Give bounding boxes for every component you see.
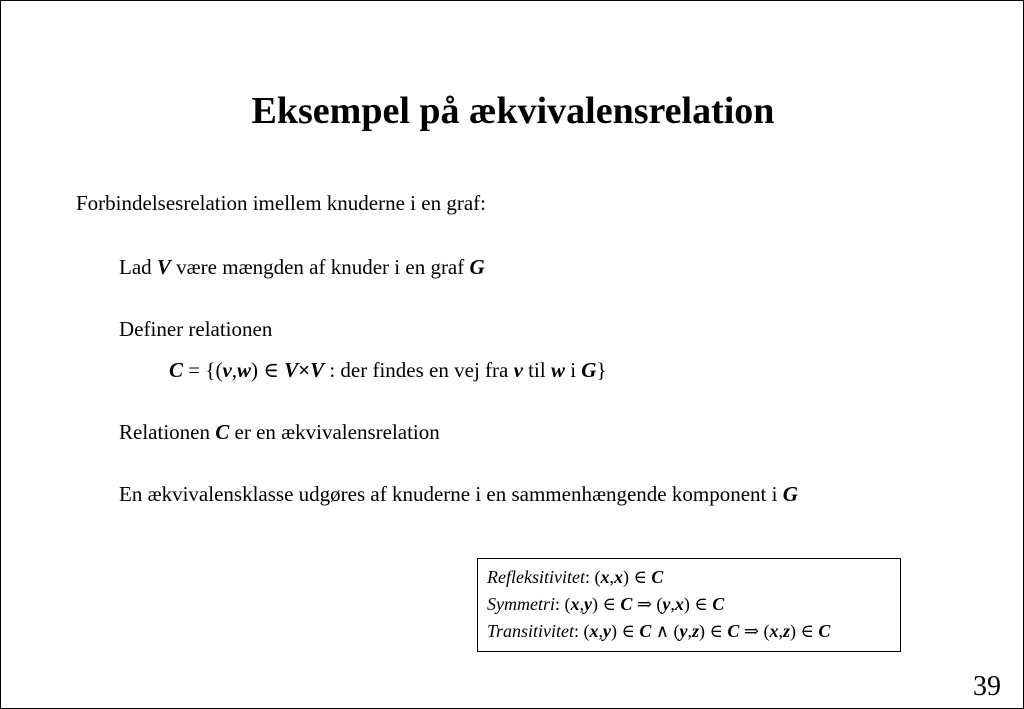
text: i xyxy=(564,358,582,382)
var-C: C xyxy=(620,594,633,614)
text: , xyxy=(687,621,693,641)
var-C: C xyxy=(651,567,664,587)
reflexivity-row xyxy=(487,564,900,591)
text: Lad xyxy=(119,255,157,279)
text: ) ∈ xyxy=(591,594,621,614)
text: ⇒ ( xyxy=(632,594,663,614)
text: , xyxy=(609,567,614,587)
text: ∧ ( xyxy=(651,621,680,641)
var-z: z xyxy=(782,621,790,641)
text: til xyxy=(522,358,551,382)
text: , xyxy=(231,358,238,382)
text: ) ∈ xyxy=(622,567,652,587)
text: , xyxy=(598,621,604,641)
intro-line: Forbindelsesrelation imellem knuderne i en graf: xyxy=(76,191,486,215)
property-label: Symmetri xyxy=(487,594,555,614)
var-G: G xyxy=(782,482,798,506)
var-x: x xyxy=(674,594,684,614)
var-z: z xyxy=(692,621,700,641)
var-C: C xyxy=(215,420,230,444)
var-x: x xyxy=(613,567,623,587)
var-G: G xyxy=(581,358,597,382)
var-x: x xyxy=(769,621,779,641)
text: være mængden af knuder i en graf xyxy=(170,255,470,279)
var-y: y xyxy=(679,621,688,641)
text: , xyxy=(579,594,584,614)
properties-box xyxy=(477,558,901,652)
text: : der findes en vej fra xyxy=(324,358,514,382)
var-x: x xyxy=(570,594,580,614)
var-V: V xyxy=(310,358,325,382)
text: ) ∈ xyxy=(699,621,728,641)
var-w: w xyxy=(550,358,565,382)
var-v: v xyxy=(222,358,232,382)
text: ⇒ ( xyxy=(739,621,770,641)
var-x: x xyxy=(600,567,610,587)
text: ) ∈ xyxy=(611,621,640,641)
text: En ækvivalensklasse udgøres af knuderne i en sammenhængende komponent i xyxy=(119,482,783,506)
var-v: v xyxy=(513,358,523,382)
var-C: C xyxy=(818,621,831,641)
text: ) ∈ xyxy=(251,358,285,382)
var-y: y xyxy=(662,594,671,614)
var-G: G xyxy=(469,255,485,279)
text: = {( xyxy=(183,358,223,382)
var-y: y xyxy=(603,621,612,641)
slide-title: Eksempel på ækvivalensrelation xyxy=(251,90,775,132)
text: : ( xyxy=(574,621,590,641)
page-number: 39 xyxy=(973,671,1001,702)
lad-line xyxy=(119,255,485,280)
var-V: V xyxy=(156,255,171,279)
text: , xyxy=(670,594,675,614)
text: er en ækvivalensrelation xyxy=(229,420,440,444)
symmetry-row xyxy=(487,591,900,618)
text: : ( xyxy=(584,567,601,587)
var-C: C xyxy=(169,358,184,382)
var-V: V xyxy=(284,358,299,382)
var-x: x xyxy=(589,621,599,641)
times-symbol: × xyxy=(298,358,311,382)
text: } xyxy=(596,358,607,382)
var-C: C xyxy=(727,621,740,641)
text: : ( xyxy=(554,594,571,614)
text: , xyxy=(778,621,783,641)
property-label: Transitivitet xyxy=(487,621,575,641)
text: Relationen xyxy=(119,420,216,444)
text: ) ∈ xyxy=(789,621,819,641)
definition-line xyxy=(169,358,607,383)
klasse-line xyxy=(119,482,798,507)
relation-line xyxy=(119,420,440,445)
transitivity-row xyxy=(487,618,900,645)
definer-line: Definer relationen xyxy=(119,317,273,341)
var-y: y xyxy=(583,594,592,614)
text: ) ∈ xyxy=(683,594,713,614)
var-w: w xyxy=(237,358,252,382)
property-label: Refleksitivitet xyxy=(487,567,585,587)
var-C: C xyxy=(639,621,652,641)
var-C: C xyxy=(712,594,725,614)
